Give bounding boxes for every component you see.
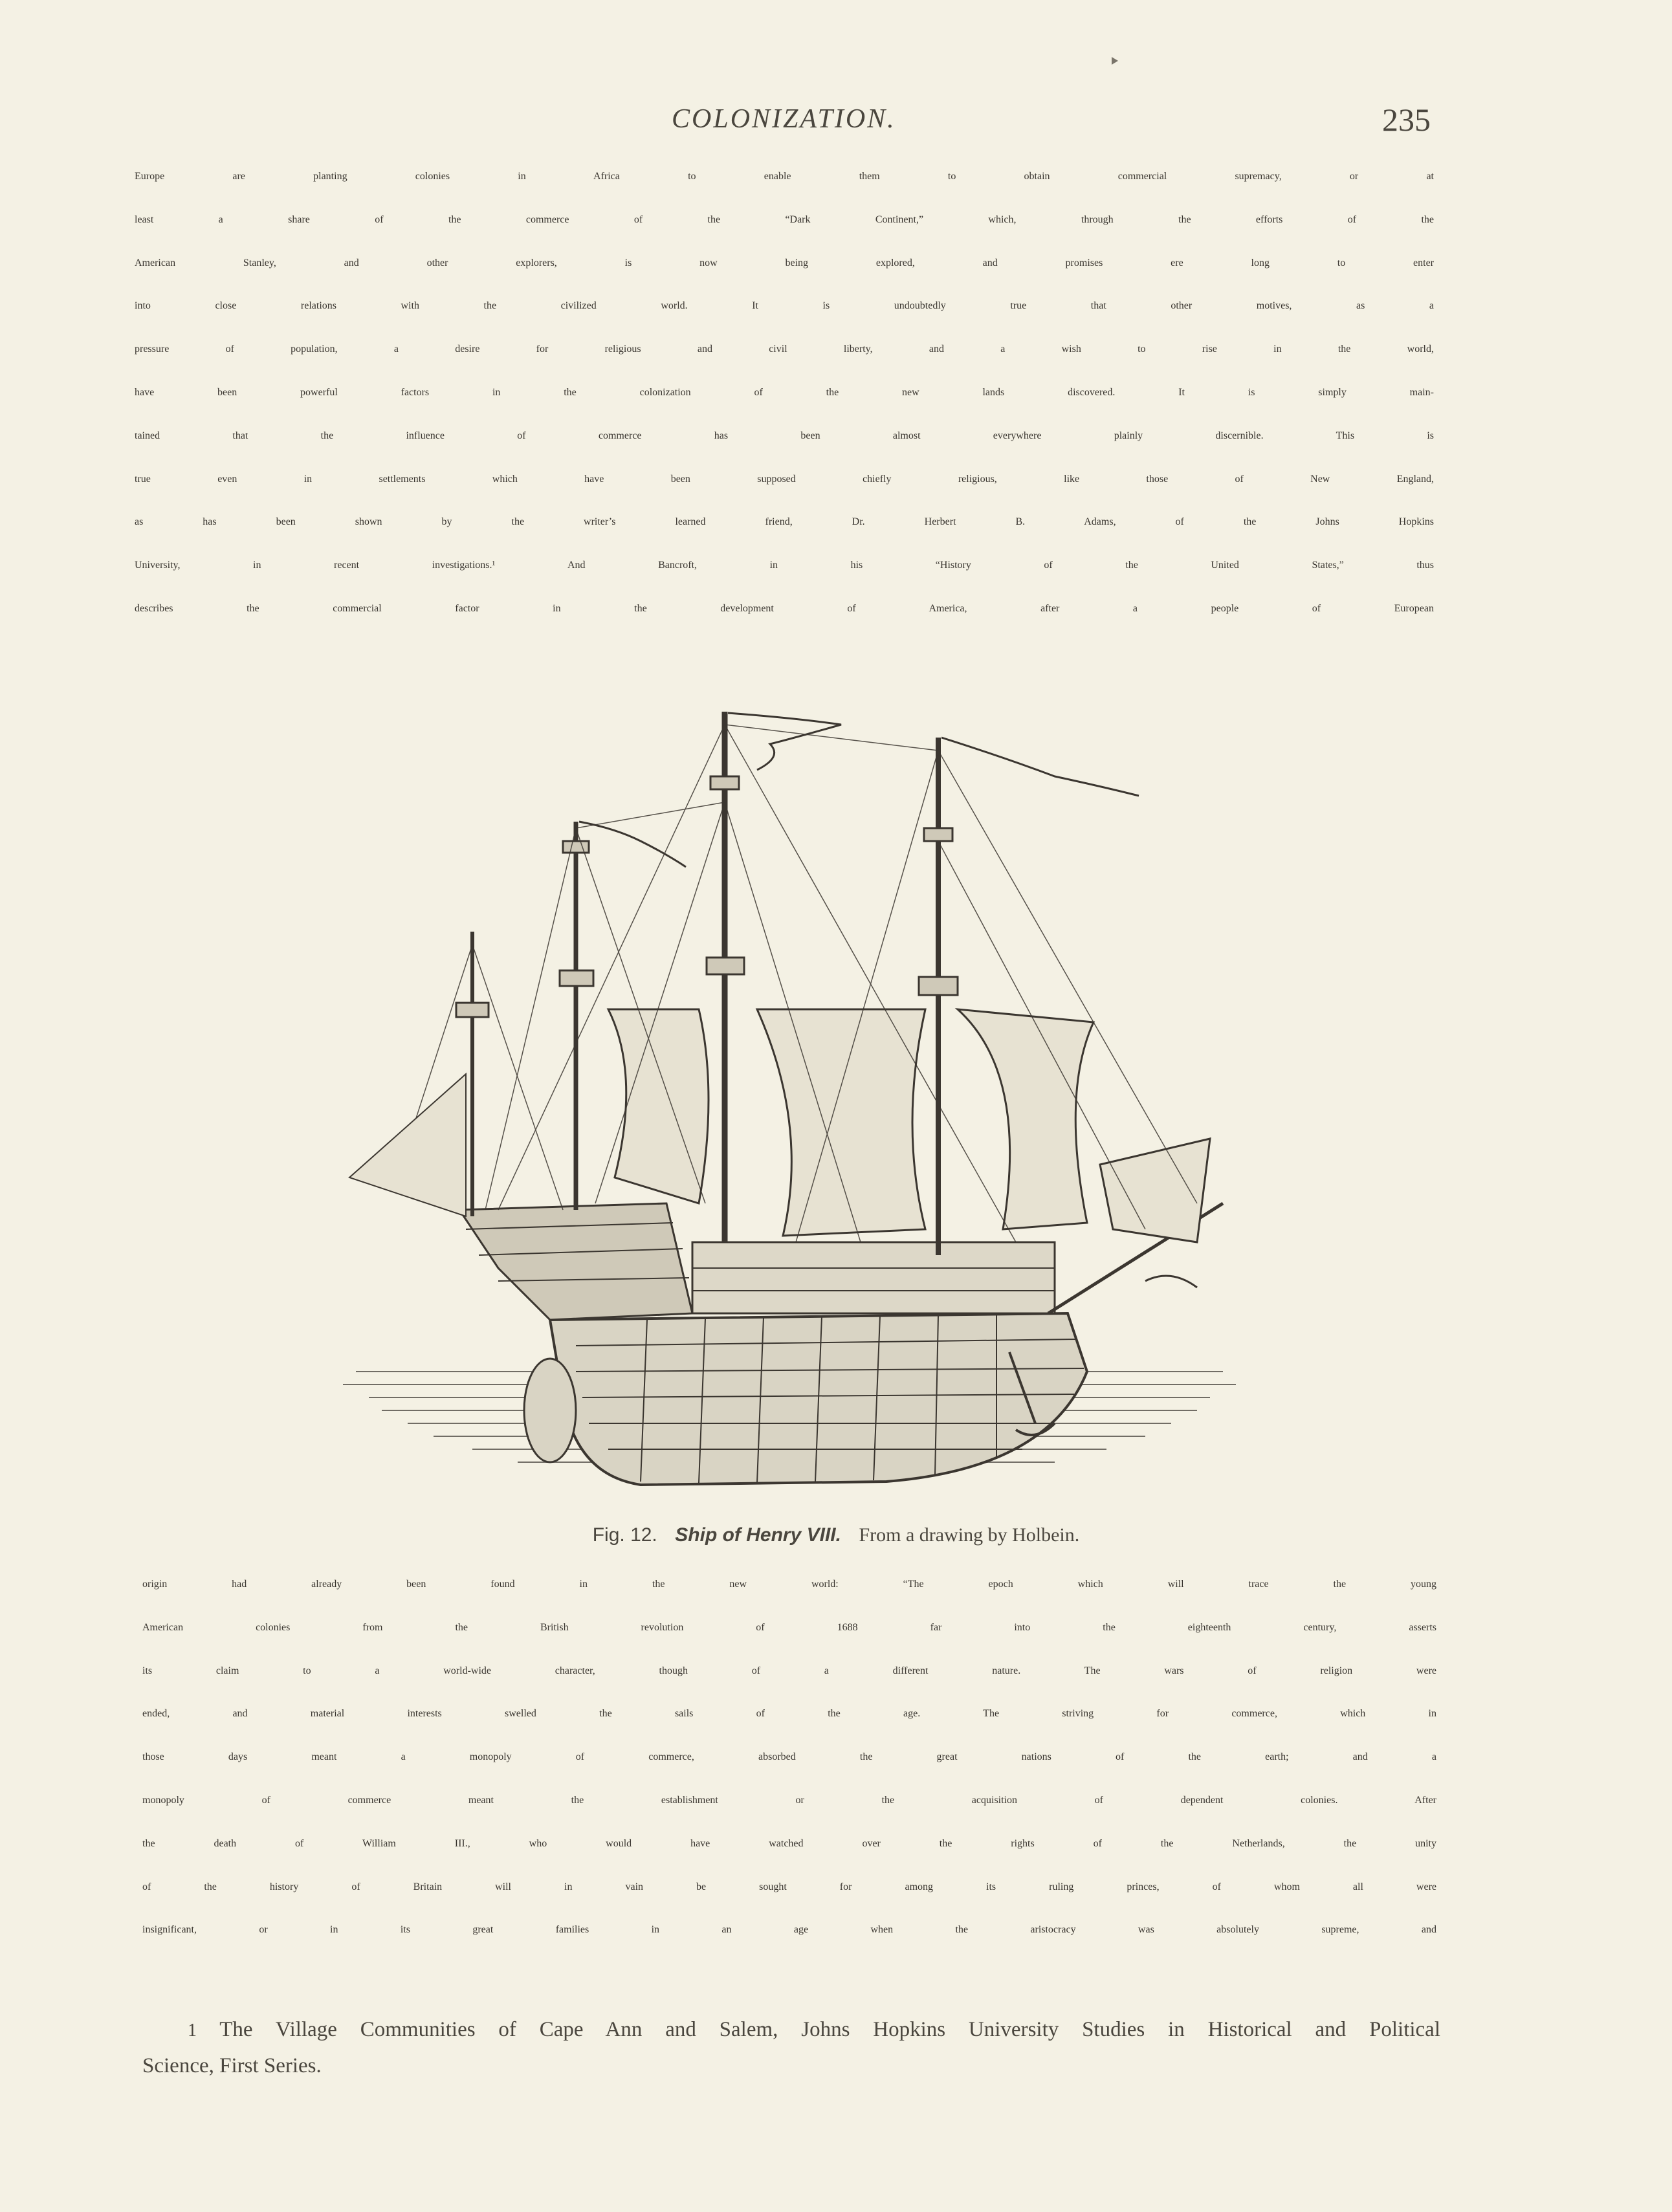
page-arrow-mark [1112, 57, 1118, 65]
figure-caption [0, 1524, 1672, 1546]
text-line: monopoly of commerce meant the establishment or the acquisition of dependent colonies. After [142, 1794, 1436, 1806]
text-line: American Stanley, and other explorers, is now being explored, and promises ere long to enter [135, 257, 1434, 268]
running-head [0, 104, 1672, 142]
text-line: have been powerful factors in the colonization of the new lands discovered. It is simply main- [135, 386, 1434, 398]
text-line: tained that the influence of commerce has been almost everywhere plainly discernible. This is [135, 430, 1434, 441]
text-line: origin had already been found in the new world: “The epoch which will trace the young [142, 1579, 1436, 1590]
text-line: those days meant a monopoly of commerce, absorbed the great nations of the earth; and a [142, 1751, 1436, 1763]
text-line: the death of William III., who would have watched over the rights of the Netherlands, the unity [142, 1837, 1436, 1849]
ship-engraving-icon [304, 673, 1275, 1514]
footnote-line [142, 2012, 1440, 2048]
text-line: true even in settlements which have been supposed chiefly religious, like those of New England, [135, 473, 1434, 485]
text-line: insignificant, or in its great families in an age when the aristocracy was absolutely supreme, and [142, 1924, 1436, 1936]
text-line: ended, and material interests swelled the sails of the age. The striving for commerce, which in [142, 1708, 1436, 1720]
text-line: as has been shown by the writer’s learned friend, Dr. Herbert B. Adams, of the Johns Hopkins [135, 516, 1434, 528]
page-number: 235 [1382, 102, 1431, 138]
footnote [142, 2012, 1440, 2083]
text-line: into close relations with the civilized world. It is undoubtedly true that other motives, as a [135, 300, 1434, 312]
text-line: pressure of population, a desire for religious and civil liberty, and a wish to rise in the world, [135, 344, 1434, 355]
figure-credit: From a drawing by Holbein. [859, 1524, 1080, 1546]
running-title: COLONIZATION. [672, 104, 896, 134]
text-line: of the history of Britain will in vain be sought for among its ruling princes, of whom all were [142, 1881, 1436, 1892]
footnote-text: The Village Communities of Cape Ann and Salem, Johns Hopkins University Studies in Historical and Political [219, 2018, 1440, 2041]
text-line: least a share of the commerce of the “Dark Continent,” which, through the efforts of the [135, 214, 1434, 225]
footnote-marker: 1 [188, 2020, 197, 2041]
figure-title: Ship of Henry VIII. [675, 1524, 841, 1546]
figure-number: Fig. 12. [592, 1524, 657, 1546]
text-line: University, in recent investigations.¹ And Bancroft, in his “History of the United States,” thus [135, 560, 1434, 571]
text-line: American colonies from the British revolution of 1688 far into the eighteenth century, asserts [142, 1621, 1436, 1633]
top-paragraph [135, 171, 1434, 646]
text-line: describes the commercial factor in the development of America, after a people of European [135, 602, 1434, 614]
ship-illustration [304, 673, 1275, 1514]
bottom-paragraph [142, 1579, 1436, 1967]
text-line: Europe are planting colonies in Africa to enable them to obtain commercial supremacy, or at [135, 171, 1434, 182]
text-line: its claim to a world-wide character, though of a different nature. The wars of religion were [142, 1665, 1436, 1676]
footnote-line: Science, First Series. [142, 2054, 322, 2077]
